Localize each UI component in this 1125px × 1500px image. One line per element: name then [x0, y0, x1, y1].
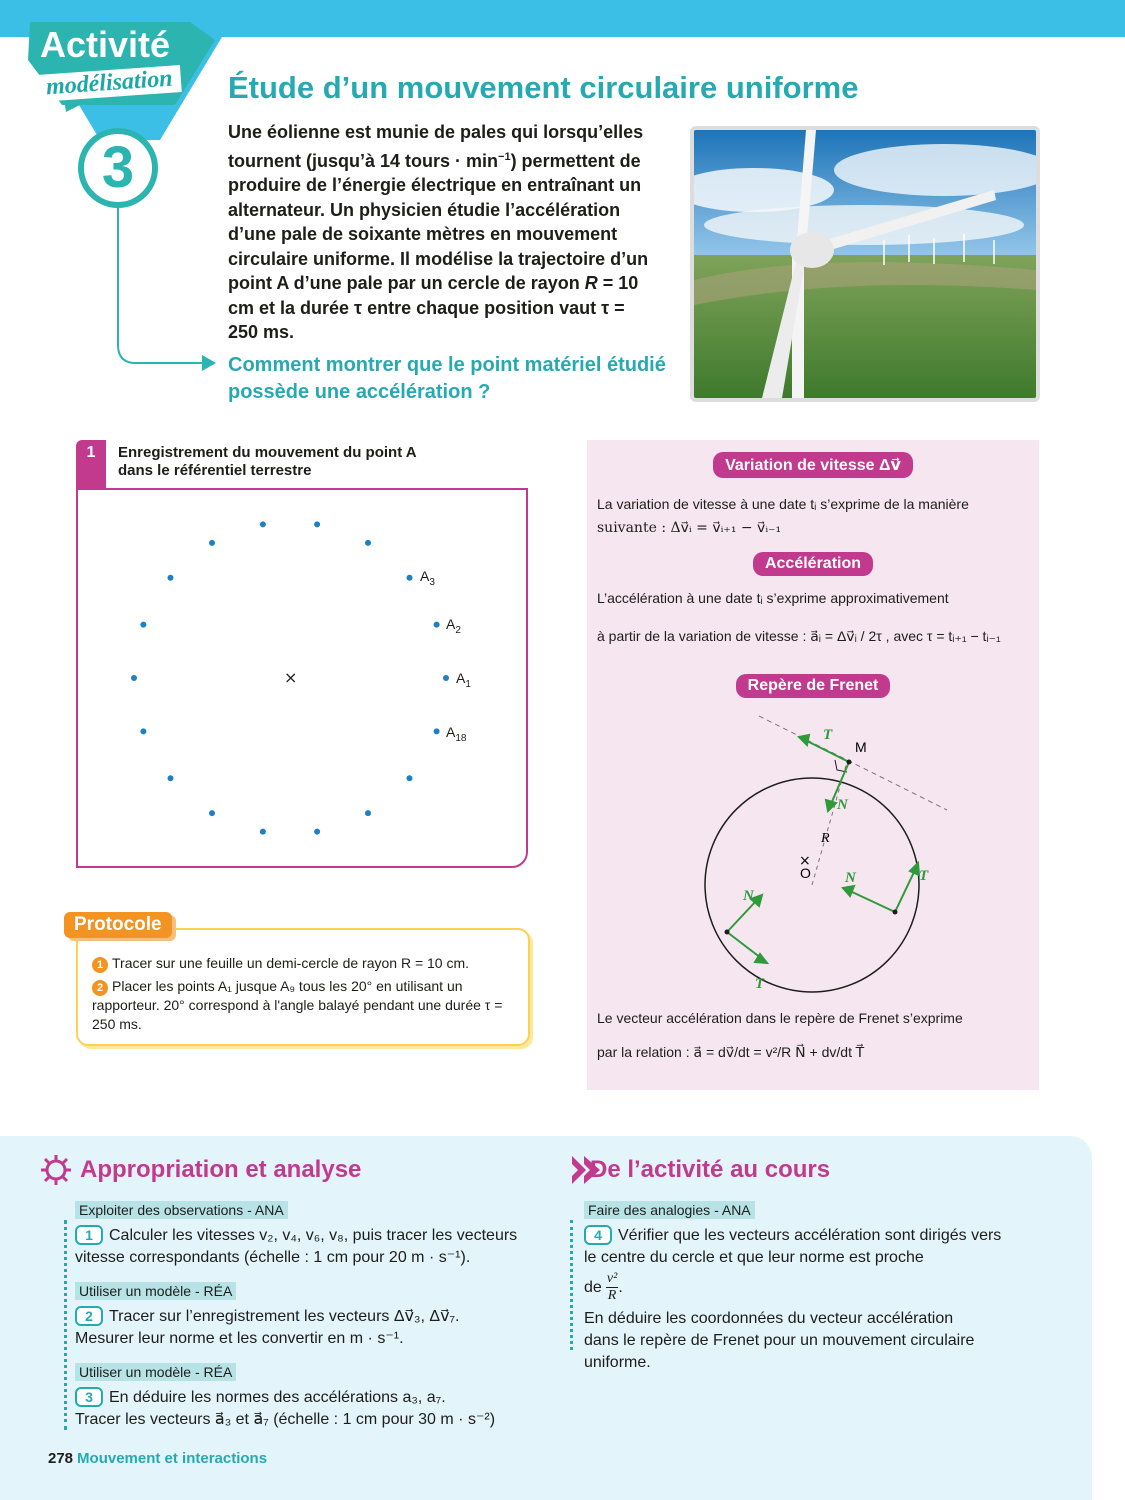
svg-text:N: N [837, 797, 848, 813]
trajectory-dot [140, 728, 146, 734]
page-number: 278 [48, 1450, 74, 1467]
connector-arrow [110, 205, 220, 375]
trajectory-dot [365, 810, 371, 816]
doc1-recording [76, 488, 528, 868]
center-mark: × [284, 668, 298, 687]
question-group-1: Exploiter des observations - ANA 1 Calculer les vitesses v₂, v₄, v₆, v₈, puis tracer les vecteurs vitesse correspondants (échelle : 1 cm pour 20 m · s⁻¹). [75, 1202, 518, 1266]
pill-variation-vitesse: Variation de vitesse Δv⃗ [713, 452, 913, 478]
appropriation-title: Appropriation et analyse [80, 1156, 362, 1183]
svg-text:T: T [755, 976, 765, 992]
trajectory-dot [168, 575, 174, 581]
guiding-question: Comment montrer que le point matériel étudié possède une accélération ? [228, 354, 666, 403]
label-a2: $A_2$ [446, 616, 461, 636]
point-m-label: M [855, 739, 867, 755]
frenet-diagram [647, 710, 987, 1000]
cours-title: De l’activité au cours [590, 1156, 831, 1183]
tangent-dashed-line [759, 716, 947, 810]
trajectory-dot [260, 521, 266, 527]
acceleration-text: L’accélération à une date tᵢ s’exprime approximativement à partir de la variation de vitesse : a⃗ᵢ = Δv⃗ᵢ / 2τ , avec τ = tᵢ₊₁ − tᵢ₋₁ [597, 590, 1001, 644]
label-a18: $A_{18}$ [446, 724, 467, 744]
doc1-heading: Enregistrement du mouvement du point A dans le référentiel terrestre [118, 444, 417, 479]
frenet-text: Le vecteur accélération dans le repère de Frenet s’exprime par la relation : a⃗ = dv⃗/dt = v²/R N⃗ + dv/dt T⃗ [597, 1010, 963, 1060]
trajectory-dot [434, 622, 440, 628]
origin-label: O [800, 865, 811, 881]
intro-text: Une éolienne est munie de pales qui lorsqu’elles tournent (jusqu’à 14 tours · $\min^{-1}$) permettent de produire de l’énergie électrique en entraînant un alternateur. Un physicien étudie l’accélération d’une pale de soixante mètres en mouvement circulaire uniforme. Il modélise la trajectoire d’un point A d’une pale par un cercle de rayon R = 10 cm et la durée τ entre chaque position vaut τ = 250 ms. [228, 122, 649, 342]
questions-section [0, 1136, 1092, 1500]
doc1-number-tab: 1 [76, 440, 106, 488]
right-dotted-line [570, 1220, 573, 1350]
svg-text:N: N [845, 870, 856, 886]
origin-cross: × [799, 853, 811, 869]
svg-text:N: N [743, 888, 754, 904]
question-group-4: Faire des analogies - ANA 4 Vérifier que les vecteurs accélération sont dirigés vers le centre du cercle et que leur norme est proche de v² R . En déduire les coordonnées du vecteur accélération dans le repère de Frenet pour un mouvement circulaire uniforme. [584, 1202, 1002, 1371]
protocole-tag: Protocole [64, 912, 172, 938]
page-footer [48, 1450, 267, 1467]
pill-repere-frenet: Repère de Frenet [736, 674, 891, 698]
trajectory-dot [131, 675, 137, 681]
trajectory-dot [407, 575, 413, 581]
trajectory-dot [140, 622, 146, 628]
v2-over-r-fraction: v² R [606, 1271, 618, 1303]
activity-badge [0, 0, 230, 140]
pill-acceleration: Accélération [753, 552, 873, 576]
left-dotted-line [64, 1220, 67, 1430]
question-group-3: Utiliser un modèle - RÉA 3 En déduire les normes des accélérations a₃, a₇. Tracer les vecteurs a⃗₃ et a⃗₇ (échelle : 1 cm pour 30 m · s⁻²) [75, 1364, 496, 1428]
wind-turbine-photo [690, 126, 1040, 402]
svg-text:T: T [919, 868, 929, 884]
label-a1: $A_1$ [456, 670, 471, 690]
protocole-item-2: 2 Placer les points A₁ jusque A₉ tous les 20° en utilisant un rapporteur. 20° correspond à l'angle balayé pendant une durée τ = 250 ms. [92, 978, 503, 1032]
trajectory-dot [407, 775, 413, 781]
label-a3: $A_3$ [420, 568, 435, 588]
variation-text: La variation de vitesse à une date tᵢ s’exprime de la manière suivante : Δv⃗ᵢ = v⃗ᵢ₊₁ − v⃗ᵢ₋₁ [597, 496, 969, 536]
activity-number: 3 [78, 128, 158, 208]
trajectory-dot [314, 521, 320, 527]
badge-word2: modélisation [37, 65, 181, 102]
trajectory-dot [209, 810, 215, 816]
definitions-panel [587, 440, 1039, 1090]
svg-text:T: T [823, 727, 833, 743]
trajectory-dot [314, 829, 320, 835]
wind-turbine-illustration [694, 130, 1036, 398]
protocole-box [76, 928, 530, 1046]
chapter-name: Mouvement et interactions [77, 1450, 268, 1467]
question-group-2: Utiliser un modèle - RÉA 2 Tracer sur l’enregistrement les vecteurs Δv⃗₃, Δv⃗₇. Mesurer leur norme et les convertir en m · s⁻¹. [75, 1283, 460, 1347]
badge-word1: Activité [40, 24, 171, 65]
trajectory-dot [434, 728, 440, 734]
radius-label: R [821, 831, 830, 846]
trajectory-dot [209, 540, 215, 546]
vector-labels [742, 727, 929, 992]
trajectory-dot [260, 829, 266, 835]
page-title: Étude d’un mouvement circulaire uniforme [228, 70, 859, 105]
gear-icon [38, 1150, 74, 1186]
frenet-vectors [727, 735, 919, 963]
trajectory-dot [168, 775, 174, 781]
protocole-item-1: 1 Tracer sur une feuille un demi-cercle de rayon R = 10 cm. [92, 954, 516, 973]
trajectory-dot [443, 675, 449, 681]
trajectory-dot [365, 540, 371, 546]
